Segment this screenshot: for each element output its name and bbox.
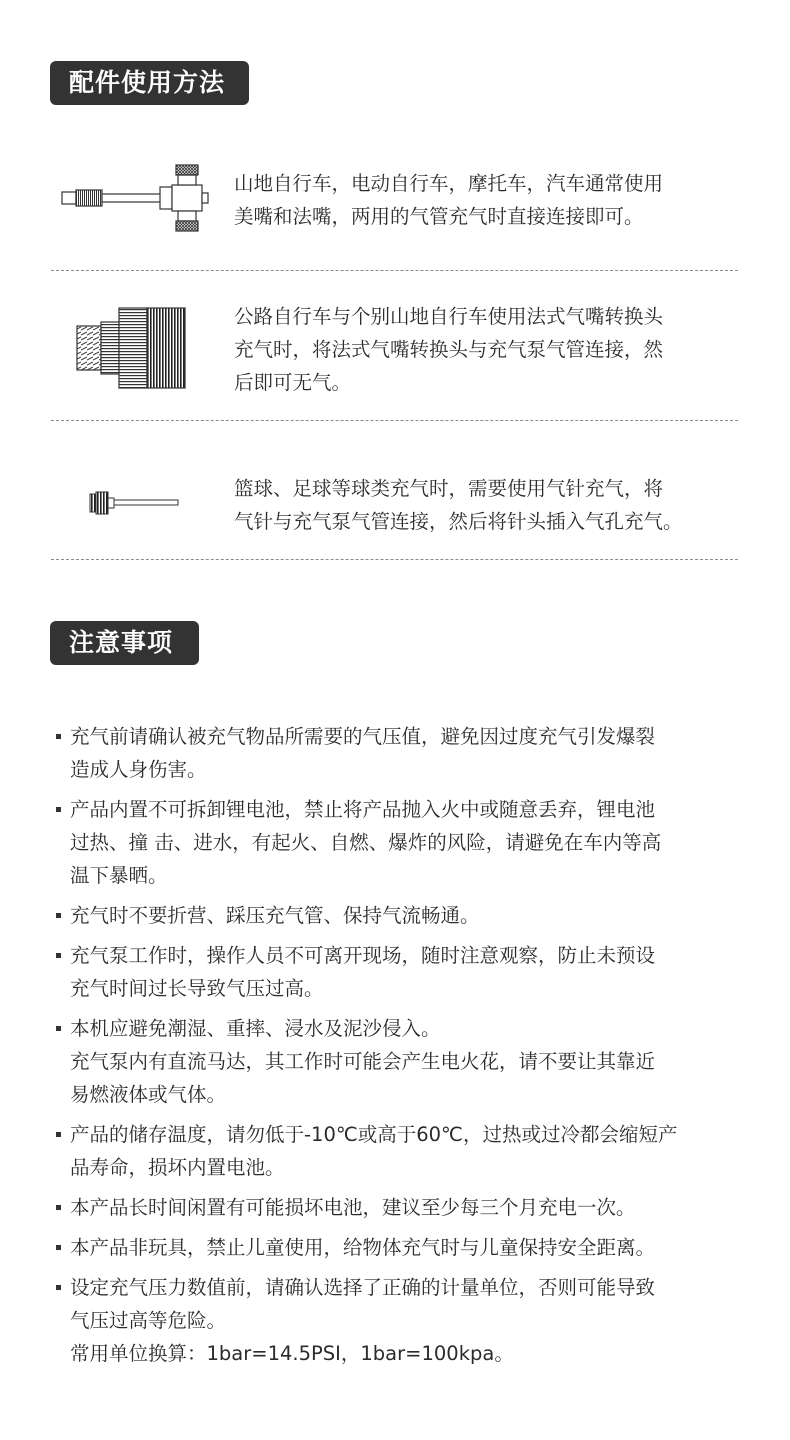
divider bbox=[51, 270, 738, 271]
notes-list bbox=[56, 720, 736, 1377]
divider bbox=[51, 420, 738, 421]
bullet-icon bbox=[56, 1026, 61, 1031]
section-title-accessories: 配件使用方法 bbox=[50, 61, 249, 105]
text-line: 气压过高等危险。 bbox=[70, 1309, 227, 1332]
text-line: 过热、撞 击、进水，有起火、自燃、爆炸的风险，请避免在车内等高 bbox=[70, 831, 662, 854]
bullet-icon bbox=[56, 1205, 61, 1210]
list-item bbox=[56, 1191, 736, 1224]
list-item bbox=[56, 1271, 736, 1370]
text-line: 山地自行车，电动自行车，摩托车，汽车通常使用 bbox=[234, 172, 664, 195]
bullet-icon bbox=[56, 1245, 61, 1250]
presta-schrader-valve-adapter-icon bbox=[60, 163, 210, 233]
text-line: 篮球、足球等球类充气时，需要使用气针充气，将 bbox=[234, 477, 664, 500]
text-line: 常用单位换算：1bar=14.5PSI，1bar=100kpa。 bbox=[70, 1342, 514, 1365]
text-line: 温下暴晒。 bbox=[70, 864, 168, 887]
text-line: 本产品非玩具，禁止儿童使用，给物体充气时与儿童保持安全距离。 bbox=[70, 1236, 656, 1259]
bullet-icon bbox=[56, 953, 61, 958]
accessory-description-1 bbox=[234, 167, 734, 233]
bullet-icon bbox=[56, 1285, 61, 1290]
text-line: 后即可无气。 bbox=[234, 371, 352, 394]
text-line: 气针与充气泵气管连接，然后将针头插入气孔充气。 bbox=[234, 510, 683, 533]
list-item bbox=[56, 720, 736, 786]
text-line: 产品内置不可拆卸锂电池，禁止将产品抛入火中或随意丢弃，锂电池 bbox=[70, 798, 656, 821]
text-line: 充气前请确认被充气物品所需要的气压值，避免因过度充气引发爆裂 bbox=[70, 725, 656, 748]
presta-valve-converter-icon bbox=[75, 306, 190, 390]
text-line: 充气时不要折营、踩压充气管、保持气流畅通。 bbox=[70, 904, 480, 927]
text-line: 易燃液体或气体。 bbox=[70, 1083, 227, 1106]
text-line: 产品的储存温度，请勿低于-10℃或高于60℃，过热或过冷都会缩短产 bbox=[70, 1123, 678, 1146]
list-item bbox=[56, 1118, 736, 1184]
bullet-icon bbox=[56, 1132, 61, 1137]
text-line: 设定充气压力数值前，请确认选择了正确的计量单位，否则可能导致 bbox=[70, 1276, 656, 1299]
list-item bbox=[56, 939, 736, 1005]
divider bbox=[51, 559, 738, 560]
bullet-icon bbox=[56, 734, 61, 739]
text-line: 充气时间过长导致气压过高。 bbox=[70, 977, 324, 1000]
list-item bbox=[56, 899, 736, 932]
list-item bbox=[56, 1012, 736, 1111]
text-line: 充气时，将法式气嘴转换头与充气泵气管连接，然 bbox=[234, 338, 664, 361]
text-line: 本产品长时间闲置有可能损坏电池，建议至少每三个月充电一次。 bbox=[70, 1196, 636, 1219]
accessory-description-3 bbox=[234, 472, 734, 538]
list-item bbox=[56, 1231, 736, 1264]
accessory-description-2 bbox=[234, 300, 734, 399]
section-title-notes: 注意事项 bbox=[50, 621, 199, 665]
text-line: 品寿命，损坏内置电池。 bbox=[70, 1156, 285, 1179]
list-item bbox=[56, 793, 736, 892]
bullet-icon bbox=[56, 913, 61, 918]
text-line: 本机应避免潮湿、重摔、浸水及泥沙侵入。 bbox=[70, 1017, 441, 1040]
bullet-icon bbox=[56, 807, 61, 812]
inflation-needle-icon bbox=[88, 490, 180, 516]
text-line: 充气泵工作时，操作人员不可离开现场，随时注意观察，防止未预设 bbox=[70, 944, 656, 967]
text-line: 充气泵内有直流马达，其工作时可能会产生电火花，请不要让其靠近 bbox=[70, 1050, 656, 1073]
text-line: 造成人身伤害。 bbox=[70, 758, 207, 781]
text-line: 公路自行车与个别山地自行车使用法式气嘴转换头 bbox=[234, 305, 664, 328]
text-line: 美嘴和法嘴，两用的气管充气时直接连接即可。 bbox=[234, 205, 644, 228]
